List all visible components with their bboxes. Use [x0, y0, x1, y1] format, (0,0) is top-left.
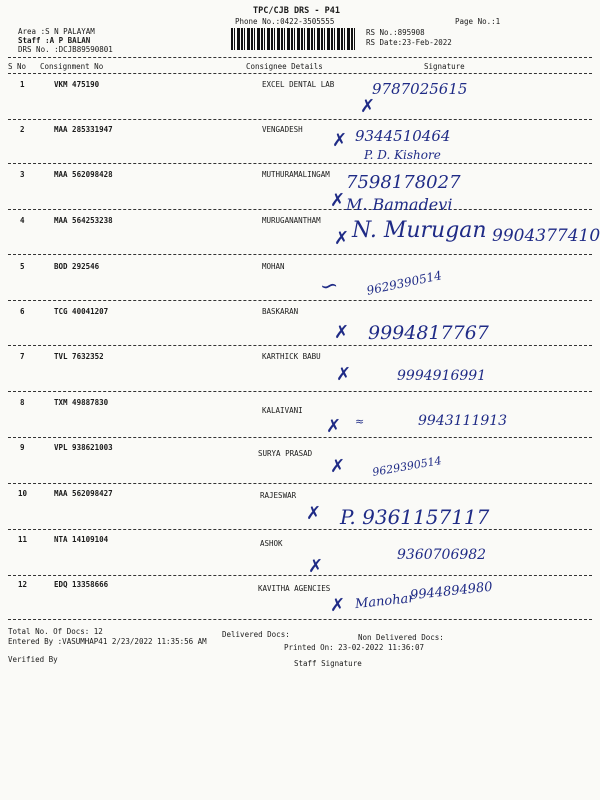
tick-mark-icon: ✗ [330, 190, 346, 211]
signature-scribble: ∽ [317, 272, 341, 301]
sheet-title: TPC/CJB DRS - P41 [253, 6, 340, 16]
divider [8, 437, 592, 438]
tick-mark-icon: ✗ [334, 228, 350, 249]
handwritten-phone: 9360706982 [397, 547, 487, 563]
row-consignee: ASHOK [260, 539, 283, 548]
tick-mark-icon: ✗ [306, 503, 322, 524]
handwritten-name: M. Bamadevi [346, 195, 453, 214]
divider [8, 254, 592, 255]
tick-mark-icon: ✗ [330, 595, 346, 616]
row-consignee: MOHAN [262, 262, 285, 271]
divider [8, 575, 592, 576]
row-consignee: EXCEL DENTAL LAB [262, 80, 335, 89]
row-consignee: MUTHURAMALINGAM [262, 170, 330, 179]
row-consignee: BASKARAN [262, 307, 299, 316]
row-consignment: BOD 292546 [54, 262, 100, 271]
row-sno: 1 [20, 80, 25, 89]
row-sno: 5 [20, 262, 25, 271]
tick-mark-icon: ✗ [326, 416, 342, 437]
handwritten-phone: 9787025615 [372, 80, 468, 98]
row-consignee: KAVITHA AGENCIES [258, 584, 331, 593]
divider [8, 73, 592, 74]
row-consignment: TVL 7632352 [54, 352, 104, 361]
row-consignee: SURYA PRASAD [258, 449, 313, 458]
printed-on: Printed On: 23-02-2022 11:36:07 [284, 643, 424, 652]
entered-by: Entered By :VASUMHAP41 2/23/2022 11:35:56 AM [8, 637, 207, 646]
row-consignment: NTA 14109104 [54, 535, 109, 544]
area-label: Area :S N PALAYAM [18, 27, 95, 36]
tick-mark-icon: ✗ [360, 96, 376, 117]
page-number: Page No.:1 [455, 17, 501, 26]
row-sno: 4 [20, 216, 25, 225]
staff-signature: Staff Signature [294, 659, 362, 668]
divider [8, 119, 592, 120]
handwritten-phone: 9994817767 [368, 322, 489, 344]
handwritten-name: N. Murugan [352, 218, 487, 243]
row-sno: 6 [20, 307, 25, 316]
drs-number: DRS No. :DCJB89590801 [18, 45, 113, 54]
tick-mark-icon: ✗ [332, 130, 348, 151]
row-consignment: MAA 564253238 [54, 216, 113, 225]
rs-date: RS Date:23-Feb-2022 [366, 38, 452, 47]
non-delivered-docs: Non Delivered Docs: [358, 633, 444, 642]
divider [8, 483, 592, 484]
column-header-sno: S No [8, 62, 27, 71]
column-header-consignee: Consignee Details [246, 62, 323, 71]
phone-number: Phone No.:0422-3505555 [235, 17, 335, 26]
row-sno: 11 [18, 535, 28, 544]
row-consignment: MAA 285331947 [54, 125, 113, 134]
tick-mark-icon: ✗ [334, 322, 350, 343]
handwritten-name: Manohar [354, 590, 416, 613]
handwritten-name: P. D. Kishore [364, 148, 441, 162]
column-header-signature: Signature [424, 62, 465, 71]
divider [8, 529, 592, 530]
handwritten-phone: 9943111913 [418, 413, 508, 429]
delivered-docs: Delivered Docs: [222, 630, 290, 639]
tick-mark-icon: ✗ [330, 456, 346, 477]
divider [8, 209, 592, 210]
total-docs: Total No. Of Docs: 12 [8, 627, 103, 636]
verified-by: Verified By [8, 655, 58, 664]
row-consignment: VPL 938621003 [54, 443, 113, 452]
handwritten-phone: 9629390514 [365, 268, 443, 298]
row-sno: 10 [18, 489, 28, 498]
row-consignment: TCG 40041207 [54, 307, 109, 316]
staff-label: Staff :A P BALAN [18, 36, 91, 45]
column-header-consignment: Consignment No [40, 62, 104, 71]
row-sno: 3 [20, 170, 25, 179]
handwritten-phone: 9344510464 [355, 127, 451, 145]
divider [8, 57, 592, 58]
row-consignment: MAA 562098428 [54, 170, 113, 179]
tick-mark-icon: ✗ [308, 556, 324, 577]
handwritten-phone: 9629390514 [371, 454, 443, 479]
barcode [231, 28, 356, 50]
handwritten-phone: 9994916991 [397, 368, 487, 384]
divider [8, 619, 592, 620]
handwritten-phone: 7598178027 [346, 172, 461, 193]
row-sno: 2 [20, 125, 25, 134]
divider [8, 391, 592, 392]
row-consignee: MURUGANANTHAM [262, 216, 321, 225]
row-consignee: RAJESWAR [260, 491, 297, 500]
divider [8, 300, 592, 301]
divider [8, 345, 592, 346]
row-consignment: TXM 49887830 [54, 398, 109, 407]
handwritten-phone: 9904377410 [492, 226, 600, 246]
handwritten-phone: 9944894980 [409, 579, 494, 604]
row-consignee: KALAIVANI [262, 406, 303, 415]
row-consignee: KARTHICK BABU [262, 352, 321, 361]
handwritten-phone: P. 9361157117 [340, 505, 490, 529]
row-sno: 7 [20, 352, 25, 361]
rs-number: RS No.:895908 [366, 28, 425, 37]
row-consignment: VKM 475190 [54, 80, 100, 89]
row-sno: 12 [18, 580, 28, 589]
row-consignment: MAA 562098427 [54, 489, 113, 498]
row-sno: 9 [20, 443, 25, 452]
signature-scribble: ≈ [355, 415, 365, 428]
row-consignee: VENGADESH [262, 125, 303, 134]
tick-mark-icon: ✗ [336, 364, 352, 385]
row-consignment: EDQ 13358666 [54, 580, 109, 589]
row-sno: 8 [20, 398, 25, 407]
divider [8, 163, 592, 164]
